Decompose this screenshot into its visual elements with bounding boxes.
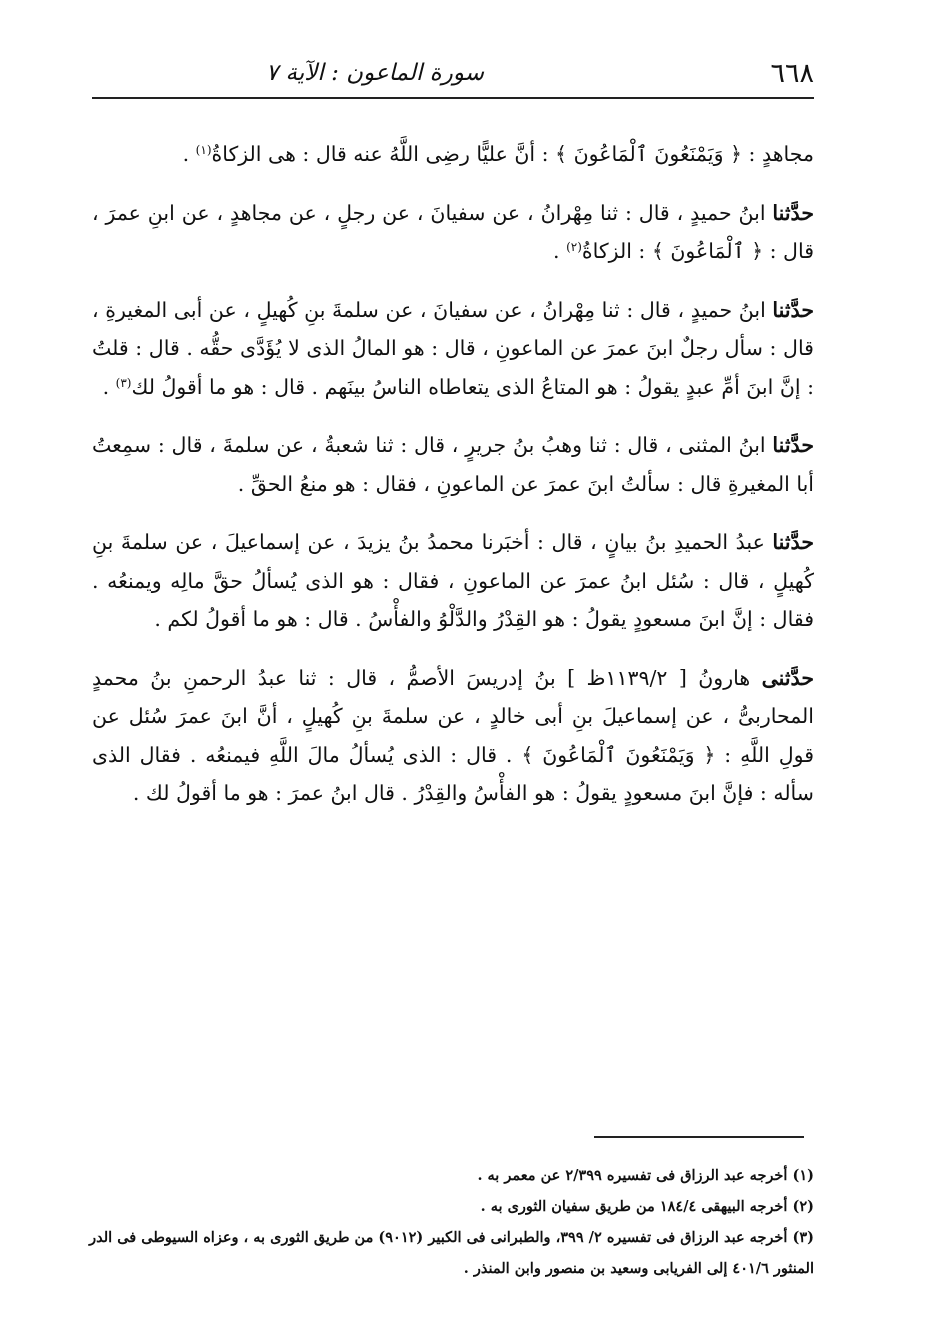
paragraph-text: عبدُ الحميدِ بنُ بيانٍ ، قال : أخبَرنا محمدُ بنُ يزيدَ ، عن إسماعيلَ ، عن سلمةَ بنِ كُهيلٍ ، قال : سُئل ابنُ عمرَ عن الماعونِ ، فقال : هو الذى يُسألُ حقَّ مالِه ويمنعُه . فقال : إنَّ ابنَ مسعودٍ يقولُ : هو القِدْرُ والدَّلْوُ والفأْسُ . قال : هو ما أقولُ لكم . — [92, 530, 814, 631]
page-number: ٦٦٨ — [770, 58, 814, 89]
paragraph-lead: حدَّثنا — [772, 433, 814, 457]
paragraph-1 — [92, 135, 814, 174]
paragraph-end: . — [182, 142, 196, 166]
paragraph-lead: حدَّثنا — [772, 297, 814, 322]
paragraph-lead: حدَّثنا — [772, 530, 814, 554]
paragraph-end: . — [102, 374, 116, 399]
page-header — [90, 52, 814, 92]
footnote-ref: (١) — [195, 143, 212, 157]
footnote-divider — [594, 1136, 804, 1138]
main-text — [92, 135, 814, 833]
footnote-1: (١) أخرجه عبد الرزاق فى تفسيره ٢/٣٩٩ عن معمر به . — [477, 1167, 814, 1184]
footnote-2: (٢) أخرجه البيهقى ١٨٤/٤ من طريق سفيان الثورى به . — [480, 1198, 814, 1215]
paragraph-lead: حدَّثنى — [761, 665, 814, 690]
paragraph-text: ابنُ المثنى ، قال : ثنا وهبُ بنُ جريرٍ ، قال : ثنا شعبةُ ، عن سلمةَ ، قال : سمِعتُ أبا المغيرةِ قال : سألتُ ابنَ عمرَ عن الماعونِ ، فقال : هو منعُ الحقِّ . — [92, 433, 814, 496]
paragraph-text: هارونُ [ ١١٣٩/٢ظ ] بنُ إدريسَ الأصمُّ ، قال : ثنا عبدُ الرحمنِ بنُ محمدٍ المحاربىُّ ، عن إسماعيلَ بنِ أبى خالدٍ ، عن سلمةَ بنِ كُهيلٍ ، أنَّ ابنَ عمرَ سُئل عن قولِ اللَّهِ : ﴿ وَيَمْنَعُونَ ٱلْمَاعُونَ ﴾ . قال : الذى يُسألُ مالَ اللَّهِ فيمنعُه . فقال الذى سأله : فإنَّ ابنَ مسعودٍ يقولُ : هو الفأْسُ والقِدْرُ . قال ابنُ عمرَ : هو ما أقولُ لك . — [92, 665, 814, 805]
paragraph-lead: حدَّثنا — [772, 200, 814, 225]
paragraph-4 — [92, 426, 814, 503]
paragraph-text: مجاهدٍ : ﴿ وَيَمْنَعُونَ ٱلْمَاعُونَ ﴾ : أنَّ عليًّا رضِى اللَّهُ عنه قال : هى الزكاةُ — [211, 142, 814, 166]
footnote-ref: (٣) — [115, 375, 132, 390]
footnote-3: (٣) أخرجه عبد الرزاق فى تفسيره ٢/ ٣٩٩، والطبرانى فى الكبير (٩٠١٢) من طريق الثورى به ، وعزاه السيوطى فى الدر المنثور ٤٠١/٦ إلى الفريابى وسعيد بن منصور وابن المنذر . — [89, 1229, 814, 1277]
paragraph-3 — [92, 291, 814, 407]
paragraph-5 — [92, 523, 814, 639]
paragraph-2 — [92, 194, 814, 271]
footnotes — [80, 1160, 814, 1284]
footnote-ref: (٢) — [566, 240, 582, 254]
header-divider — [92, 97, 814, 99]
paragraph-end: . — [553, 239, 567, 263]
paragraph-text: ابنُ حميدٍ ، قال : ثنا مِهْرانُ ، عن سفيانَ ، عن رجلٍ ، عن مجاهدٍ ، عن ابنِ عمرَ ، قال : ﴿ ٱلْمَاعُونَ ﴾ : الزكاةُ — [92, 200, 814, 263]
paragraph-6 — [92, 659, 814, 813]
paragraph-text: ابنُ حميدٍ ، قال : ثنا مِهْرانُ ، عن سفيانَ ، عن سلمةَ بنِ كُهيلٍ ، عن أبى المغيرةِ ، قال : سأل رجلٌ ابنَ عمرَ عن الماعونِ ، قال : هو المالُ الذى لا يُؤَدَّى حقُّه . قال : قلتُ : إنَّ ابنَ أمِّ عبدٍ يقولُ : هو المتاعُ الذى يتعاطاه الناسُ بينَهم . قال : هو ما أقولُ لك — [92, 297, 814, 399]
running-title: سورة الماعون : الآية ٧ — [265, 60, 484, 86]
